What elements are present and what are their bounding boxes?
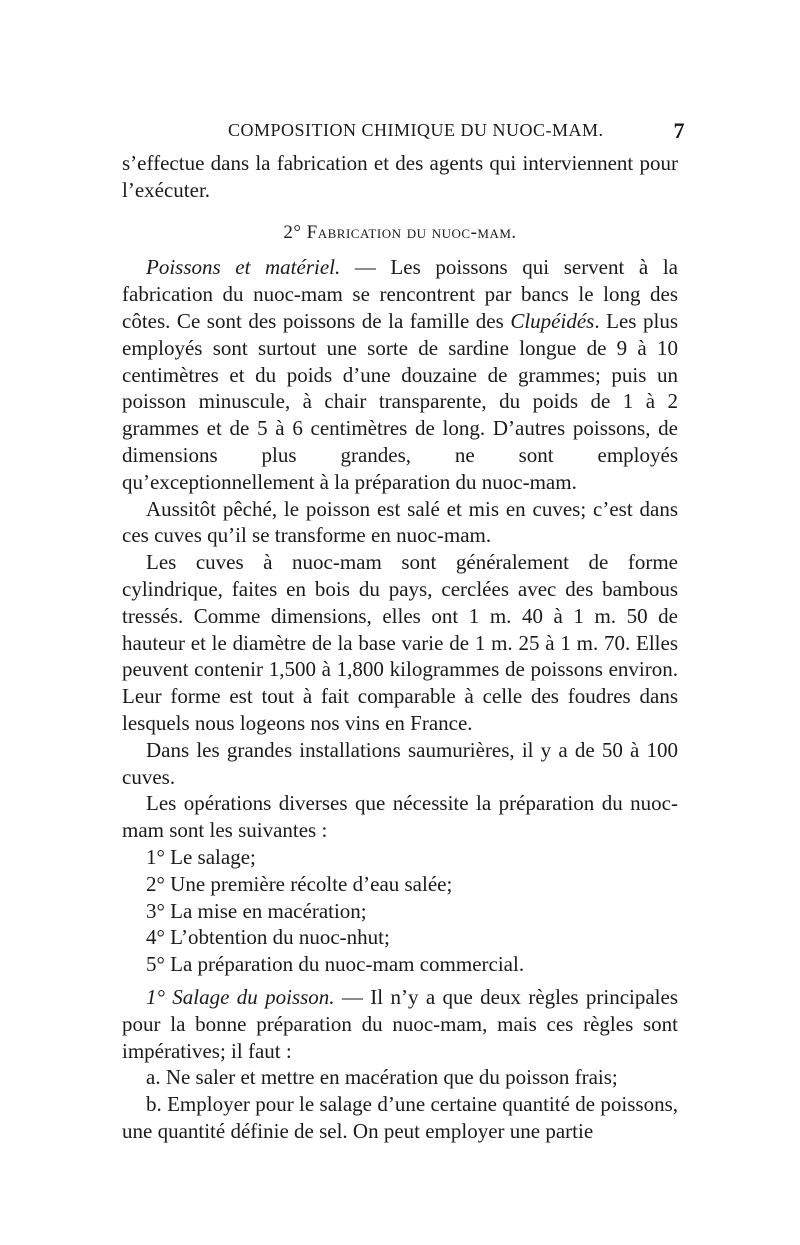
- paragraph-installations: Dans les grandes installations saumurières, il y a de 50 à 100 cuves.: [122, 737, 678, 789]
- list-item: 4° L’obtention du nuoc-nhut;: [146, 925, 390, 950]
- paragraph-salage: [122, 984, 678, 1064]
- rule-a: a. Ne saler et mettre en macération que du poisson frais;: [146, 1065, 618, 1090]
- paragraph-label: Poissons et matériel.: [146, 255, 341, 280]
- paragraph-poissons: [122, 254, 678, 495]
- family-name: Clupéidés: [510, 308, 595, 333]
- paragraph-cuves: Les cuves à nuoc-mam sont généralement de forme cylindrique, faites en bois du pays, cerclées avec des bambous tressés. Comme dimensions, elles ont 1 m. 40 à 1 m. 50 de hauteur et le diamètre de la base varie de 1 m. 25 à 1 m. 70. Elles peuvent contenir 1,500 à 1,800 kilogrammes de poissons environ. Leur forme est tout à fait comparable à celle des foudres dans lesquels nous logeons nos vins en France.: [122, 550, 678, 735]
- section-heading-text: 2° Fabrication du nuoc-mam.: [283, 221, 517, 243]
- paragraph-operations: Les opérations diverses que nécessite la préparation du nuoc-mam sont les suivantes :: [122, 791, 678, 843]
- paragraph-text: — Les poissons qui servent à la fabrication du nuoc-mam se rencontrent par bancs le long des côtes. Ce sont des poissons de la famille des: [122, 255, 678, 333]
- page-number: 7: [673, 118, 685, 143]
- running-title: COMPOSITION CHIMIQUE DU NUOC-MAM.: [228, 120, 604, 140]
- list-item: 2° Une première récolte d’eau salée;: [146, 871, 453, 896]
- paragraph-peche: Aussitôt pêché, le poisson est salé et mis en cuves; c’est dans ces cuves qu’il se transforme en nuoc-mam.: [122, 496, 678, 548]
- body-text: [122, 150, 678, 1145]
- list-item: 5° La préparation du nuoc-mam commercial.: [146, 952, 525, 977]
- running-header: [140, 118, 685, 146]
- paragraph-label: 1° Salage du poisson.: [146, 984, 335, 1009]
- list-item: 1° Le salage;: [146, 844, 256, 869]
- paragraph-continued: s’effectue dans la fabrication et des agents qui interviennent pour l’exécuter.: [122, 151, 678, 202]
- list-item: 3° La mise en macération;: [146, 898, 367, 923]
- paragraph-text: . Les plus employés sont surtout une sorte de sardine longue de 9 à 10 centimètres et du poids d’une douzaine de grammes; puis un poisson minuscule, à chair transparente, du poids de 1 à 2 grammes et de 5 à 6 centimètres de long. D’autres poissons, de dimensions plus grandes, ne sont employés qu’exceptionnellement à la préparation du nuoc-mam.: [122, 308, 678, 494]
- paragraph-text: — Il n’y a que deux règles principales pour la bonne préparation du nuoc-mam, mais ces règles sont impératives; il faut :: [122, 984, 678, 1063]
- section-heading: [122, 218, 678, 247]
- rule-b: b. Employer pour le salage d’une certaine quantité de poissons, une quantité définie de sel. On peut employer une partie: [122, 1092, 678, 1143]
